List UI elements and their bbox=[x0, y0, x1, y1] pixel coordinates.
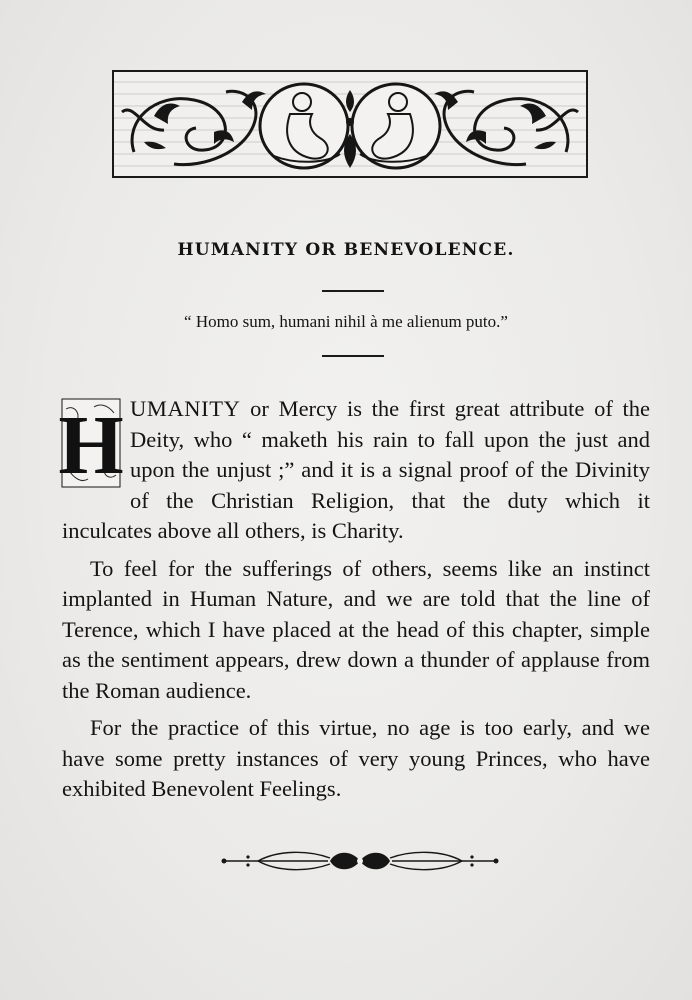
dropcap-letter: H bbox=[58, 399, 124, 492]
title-rule-top bbox=[322, 290, 384, 292]
dropcap-h-icon bbox=[58, 399, 124, 492]
tailpiece-flourish-icon bbox=[218, 846, 502, 876]
first-word-rest: UMANITY bbox=[130, 396, 241, 421]
paragraph-1-text: or Mercy is the first great attribute of the Deity, who “ maketh his rain to fall upon the just and upon the unjust ;” and it is a signal proof of the Divinity of the Christian Religion, that the duty which it inculcates above all others, is Charity. bbox=[62, 396, 650, 543]
paragraph-1 bbox=[58, 394, 650, 547]
chapter-body bbox=[58, 394, 650, 812]
chapter-title: HUMANITY OR BENEVOLENCE. bbox=[177, 240, 515, 260]
epigraph-quote: “ Homo sum, humani nihil à me alienum puto.” bbox=[184, 312, 508, 331]
paragraph-2: To feel for the sufferings of others, seems like an instinct implanted in Human Nature, and we are told that the line of Terence, which I have placed at the head of this chapter, simple as the sentiment appears, drew down a thunder of applause from the Roman audience. bbox=[62, 555, 650, 703]
headpiece-ornament-icon bbox=[112, 70, 588, 178]
title-rule-bottom bbox=[322, 355, 384, 357]
paragraph-3: For the practice of this virtue, no age is too early, and we have some pretty instances of very young Princes, who have exhibited Benevolent Feelings. bbox=[62, 715, 650, 801]
